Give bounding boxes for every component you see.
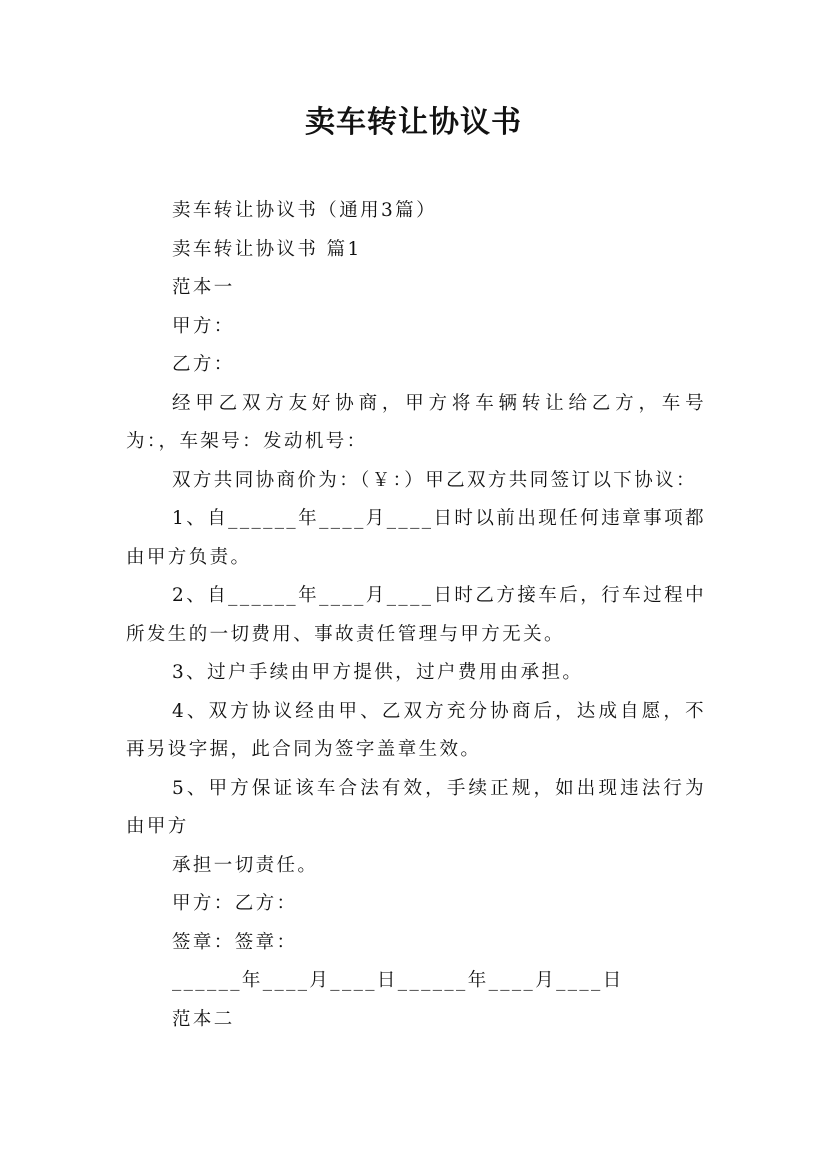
paragraph-party-b: 乙方： — [172, 354, 235, 375]
paragraph-clause-1: 1、自______年____月____日时以前出现任何违章事项都由甲方负责。 — [126, 508, 706, 568]
paragraph-clause-3: 3、过户手续由甲方提供，过户费用由承担。 — [172, 662, 584, 683]
document-body — [126, 192, 706, 1039]
paragraph-vehicle-info: 经甲乙双方友好协商，甲方将车辆转让给乙方，车号为：，车架号：发动机号： — [126, 392, 706, 452]
paragraph-dates: ______年____月____日______年____月____日 — [172, 970, 624, 991]
paragraph-clause-4: 4、双方协议经由甲、乙双方充分协商后，达成自愿，不再另设字据，此合同为签字盖章生效。 — [126, 700, 706, 760]
paragraph-party-a: 甲方： — [172, 315, 235, 337]
document-title: 卖车转让协议书 — [305, 105, 522, 140]
paragraph-heading: 卖车转让协议书（通用3篇） — [172, 200, 437, 221]
paragraph-section-title: 卖车转让协议书 篇1 — [172, 238, 362, 260]
paragraph-clause-5: 5、甲方保证该车合法有效，手续正规，如出现违法行为由甲方 — [126, 777, 706, 837]
paragraph-template-one: 范本一 — [172, 277, 235, 298]
paragraph-clause-5-continued: 承担一切责任。 — [172, 854, 319, 876]
paragraph-parties: 甲方：乙方： — [172, 893, 298, 914]
paragraph-clause-2: 2、自______年____月____日时乙方接车后，行车过程中所发生的一切费用、事故责任管理与甲方无关。 — [126, 585, 706, 645]
paragraph-price: 双方共同协商价为：（￥：）甲乙双方共同签订以下协议： — [172, 469, 697, 491]
paragraph-signatures: 签章：签章： — [172, 931, 298, 953]
paragraph-template-two: 范本二 — [172, 1008, 235, 1030]
